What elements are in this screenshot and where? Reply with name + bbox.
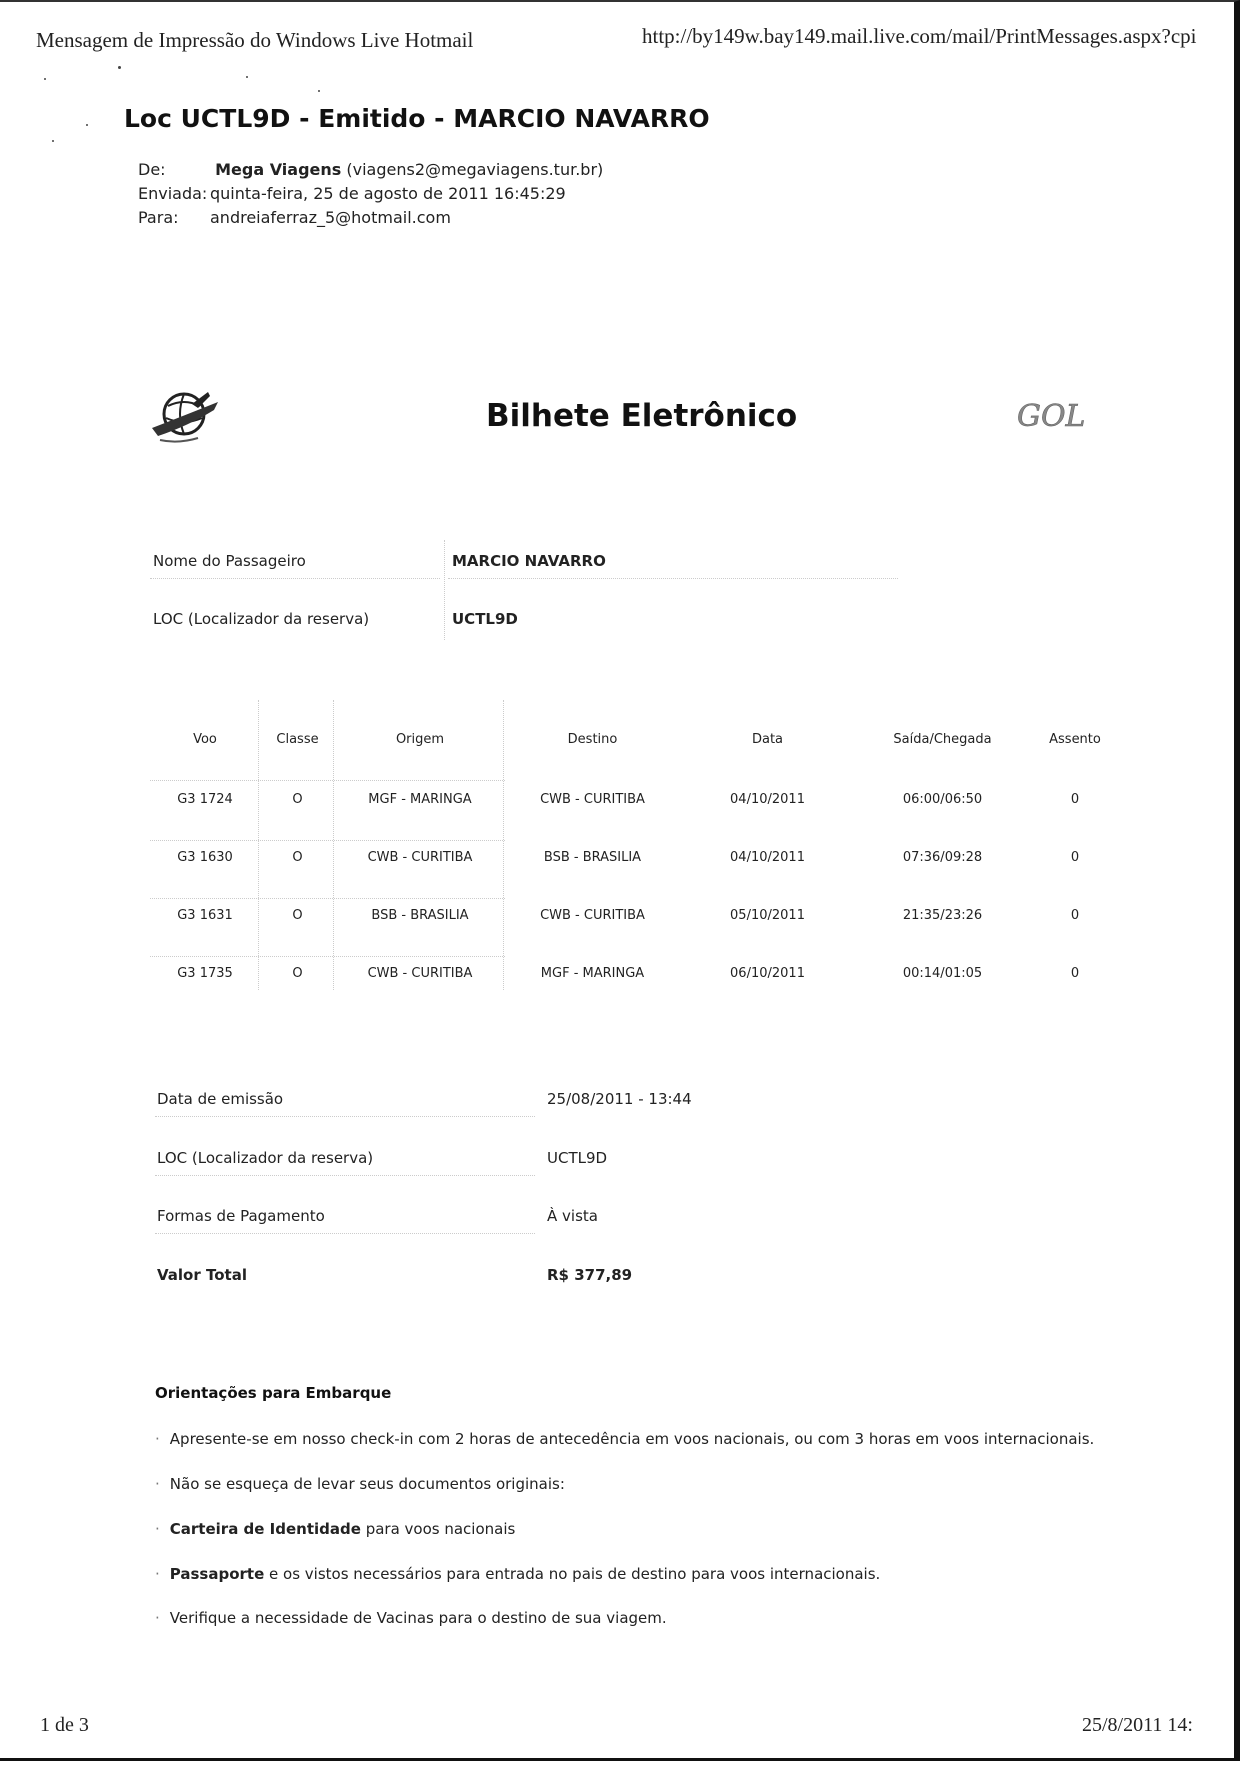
table-cell: 05/10/2011 [730,908,805,923]
boarding-item-text: Não se esqueça de levar seus documentos originais: [169,1475,565,1493]
boarding-item [155,1520,515,1538]
table-cell: CWB - CURITIBA [367,850,473,865]
divider [150,956,505,957]
table-cell: G3 1631 [177,908,233,923]
summary-loc-label: LOC (Localizador da reserva) [157,1149,374,1167]
print-header-url[interactable]: http://by149w.bay149.mail.live.com/mail/PrintMessages.aspx?cpi [642,24,1197,48]
ticket-title: Bilhete Eletrônico [486,398,798,434]
issue-date-label: Data de emissão [157,1090,284,1108]
to-value[interactable]: andreiaferraz_5@hotmail.com [210,208,451,227]
table-cell: CWB - CURITIBA [540,908,645,923]
scan-speck [246,76,248,78]
passenger-label: Nome do Passageiro [153,552,306,570]
issue-date-value: 25/08/2011 - 13:44 [547,1090,692,1108]
table-cell: O [292,792,303,807]
email-to-line [138,208,451,227]
flights-header-cell: Destino [567,732,618,747]
table-cell: 04/10/2011 [730,792,805,807]
flights-header-cell: Saída/Chegada [893,732,992,747]
to-label: Para: [138,208,179,227]
table-cell: 06/10/2011 [730,966,805,981]
table-cell: CWB - CURITIBA [367,966,473,981]
total-label: Valor Total [157,1266,247,1284]
print-header-title: Mensagem de Impressão do Windows Live Hotmail [36,28,474,52]
divider [503,700,504,990]
bullet-icon: · [155,1609,160,1627]
scan-speck [118,66,121,69]
flights-header-cell: Origem [395,732,445,747]
boarding-item-text: para voos nacionais [360,1520,516,1538]
boarding-item [155,1609,667,1627]
divider [150,898,505,899]
table-cell: 0 [1070,966,1080,981]
sent-value: quinta-feira, 25 de agosto de 2011 16:45:29 [210,184,566,203]
table-cell: O [292,966,303,981]
loc-value: UCTL9D [452,610,518,628]
boarding-item-emphasis: Passaporte [169,1565,265,1583]
table-cell: O [292,850,303,865]
divider [258,700,259,990]
table-row [150,966,1120,1022]
passenger-value: MARCIO NAVARRO [452,552,606,570]
table-cell: 0 [1070,908,1080,923]
divider [150,840,505,841]
boarding-item [155,1430,1094,1448]
boarding-item [155,1565,880,1583]
bullet-icon: · [155,1475,160,1493]
bullet-icon: · [155,1520,160,1538]
table-cell: 00:14/01:05 [902,966,983,981]
divider [150,578,440,579]
table-cell: 0 [1070,850,1080,865]
gol-logo-text: GOL [1017,399,1086,434]
boarding-item-text: Apresente-se em nosso check-in com 2 horas de antecedência em voos nacionais, ou com 3 horas em voos internacionais. [169,1430,1095,1448]
flights-header-cell: Data [751,732,784,747]
divider [444,540,445,640]
boarding-item-emphasis: Carteira de Identidade [169,1520,361,1538]
flights-header-cell: Classe [276,732,319,747]
table-cell: MGF - MARINGA [368,792,472,807]
total-value: R$ 377,89 [547,1266,633,1284]
scan-speck [318,90,320,92]
bullet-icon: · [155,1430,160,1448]
page-number: 1 de 3 [40,1714,89,1736]
table-cell: 21:35/23:26 [902,908,983,923]
table-cell: G3 1735 [177,966,233,981]
table-cell: O [292,908,303,923]
table-cell: BSB - BRASILIA [543,850,642,865]
gol-logo-icon [1015,394,1105,434]
boarding-item [155,1475,565,1493]
divider [150,780,505,781]
email-from-line [138,160,603,179]
divider [333,700,334,990]
email-subject: Loc UCTL9D - Emitido - MARCIO NAVARRO [124,104,710,133]
table-cell: 0 [1070,792,1080,807]
loc-label: LOC (Localizador da reserva) [153,610,370,628]
boarding-item-text: Verifique a necessidade de Vacinas para o destino de sua viagem. [169,1609,667,1627]
flights-header-cell: Assento [1049,732,1101,747]
payment-label: Formas de Pagamento [157,1207,325,1225]
from-label: De: [138,160,166,179]
bullet-icon: · [155,1565,160,1583]
table-cell: 06:00/06:50 [902,792,983,807]
table-cell: 04/10/2011 [730,850,805,865]
payment-value: À vista [547,1207,598,1225]
scan-speck [44,78,46,80]
from-address[interactable]: (viagens2@megaviagens.tur.br) [346,160,604,179]
boarding-title: Orientações para Embarque [155,1384,392,1402]
summary-loc-value: UCTL9D [547,1149,608,1167]
sent-label: Enviada: [138,184,208,203]
divider [155,1116,535,1117]
divider [448,578,898,579]
scan-speck [86,124,88,126]
table-cell: BSB - BRASILIA [371,908,469,923]
table-cell: G3 1630 [177,850,233,865]
email-sent-line [138,184,566,203]
globe-airplane-logo-icon [148,384,224,450]
divider [155,1233,535,1234]
table-cell: CWB - CURITIBA [540,792,645,807]
scan-speck [52,140,54,142]
table-cell: MGF - MARINGA [540,966,645,981]
from-name: Mega Viagens [215,160,342,179]
boarding-item-text: e os vistos necessários para entrada no pais de destino para voos internacionais. [264,1565,881,1583]
flights-header-cell: Voo [193,732,217,747]
divider [155,1175,535,1176]
print-datetime: 25/8/2011 14: [1082,1714,1193,1736]
table-cell: G3 1724 [177,792,233,807]
table-cell: 07:36/09:28 [902,850,983,865]
